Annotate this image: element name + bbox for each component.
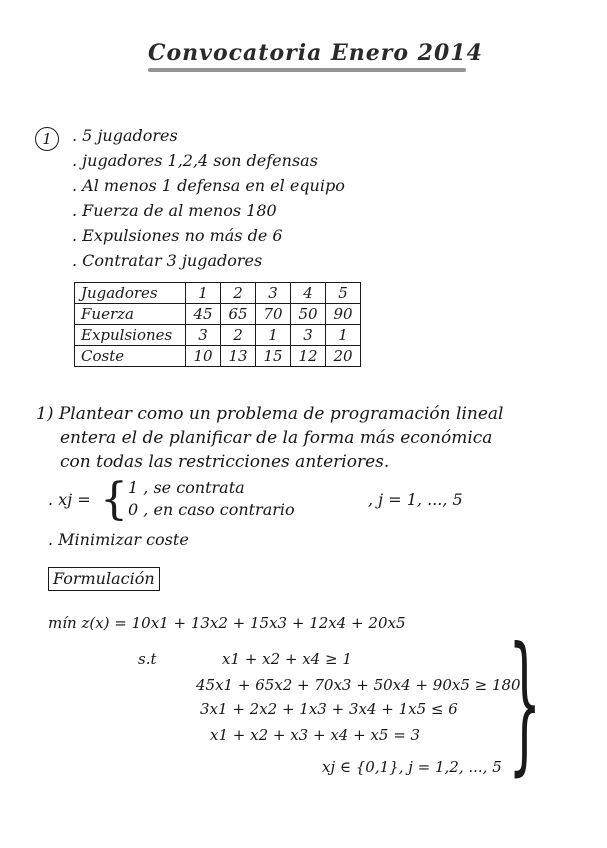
- page-title: Convocatoria Enero 2014: [148, 40, 483, 66]
- table-cell: Expulsiones: [75, 325, 186, 346]
- constraints-brace: }: [508, 616, 542, 790]
- bullet-expulsions: . Expulsiones no más de 6: [72, 226, 283, 245]
- table-cell: 2: [221, 325, 256, 346]
- table-row: [75, 304, 361, 325]
- variable-case-otherwise: 0 , en caso contrario: [128, 500, 295, 519]
- table-header-row: [75, 283, 361, 304]
- constraint-binary-domain: xj ∈ {0,1}, j = 1,2, ..., 5: [322, 758, 502, 776]
- question-line-2: entera el de planificar de la forma más económica: [60, 428, 493, 448]
- table-cell: 65: [221, 304, 256, 325]
- objective-function: mín z(x) = 10x1 + 13x2 + 15x3 + 12x4 + 20x5: [48, 614, 406, 632]
- table-header-cell: 1: [186, 283, 221, 304]
- constraint-strength: 45x1 + 65x2 + 70x3 + 50x4 + 90x5 ≥ 180: [196, 676, 521, 694]
- variable-index: , j = 1, ..., 5: [368, 490, 463, 509]
- table-cell: 10: [186, 346, 221, 367]
- table-cell: 50: [291, 304, 326, 325]
- variable-lhs: . xj =: [48, 490, 91, 509]
- cases-brace: {: [100, 474, 128, 525]
- table-row: [75, 325, 361, 346]
- table-cell: 3: [291, 325, 326, 346]
- constraint-expulsions: 3x1 + 2x2 + 1x3 + 3x4 + 1x5 ≤ 6: [200, 700, 458, 718]
- question-line-3: con todas las restricciones anteriores.: [60, 452, 390, 472]
- table-cell: 13: [221, 346, 256, 367]
- bullet-min-defender: . Al menos 1 defensa en el equipo: [72, 176, 345, 195]
- title-underline: [148, 68, 466, 72]
- objective-note: . Minimizar coste: [48, 530, 189, 549]
- bullet-hire: . Contratar 3 jugadores: [72, 251, 263, 270]
- players-table: [74, 282, 361, 367]
- bullet-strength: . Fuerza de al menos 180: [72, 201, 277, 220]
- constraint-defender: x1 + x2 + x4 ≥ 1: [222, 650, 352, 668]
- table-header-cell: Jugadores: [75, 283, 186, 304]
- table-cell: 15: [256, 346, 291, 367]
- table-cell: 45: [186, 304, 221, 325]
- question-line-1: 1) Plantear como un problema de programación lineal: [36, 404, 504, 424]
- table-row: [75, 346, 361, 367]
- table-header-cell: 3: [256, 283, 291, 304]
- table-cell: Fuerza: [75, 304, 186, 325]
- bullet-players: . 5 jugadores: [72, 126, 178, 145]
- problem-number: 1: [35, 127, 59, 151]
- table-header-cell: 5: [326, 283, 361, 304]
- table-cell: Coste: [75, 346, 186, 367]
- table-cell: 3: [186, 325, 221, 346]
- subject-to-label: s.t: [138, 650, 157, 668]
- table-cell: 70: [256, 304, 291, 325]
- table-header-cell: 4: [291, 283, 326, 304]
- table-cell: 20: [326, 346, 361, 367]
- bullet-defenders: . jugadores 1,2,4 son defensas: [72, 151, 318, 170]
- table-cell: 1: [326, 325, 361, 346]
- table-cell: 90: [326, 304, 361, 325]
- constraint-hire-count: x1 + x2 + x3 + x4 + x5 = 3: [210, 726, 421, 744]
- table-cell: 1: [256, 325, 291, 346]
- formulation-label: Formulación: [48, 567, 160, 591]
- table-header-cell: 2: [221, 283, 256, 304]
- variable-case-hired: 1 , se contrata: [128, 478, 245, 497]
- table-cell: 12: [291, 346, 326, 367]
